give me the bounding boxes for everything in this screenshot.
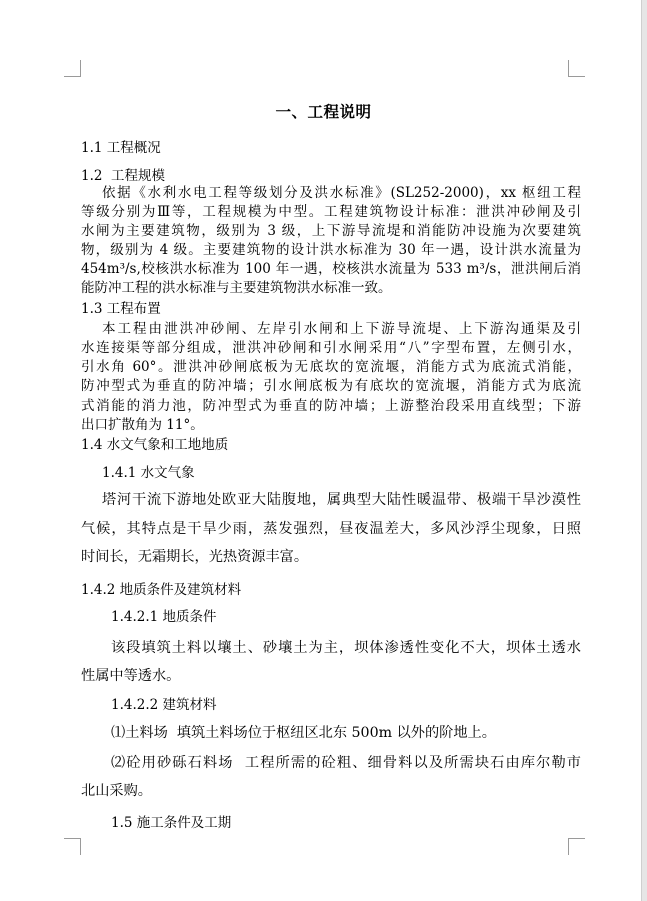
heading-1-4-2-2: 1.4.2.2 建筑材料 <box>111 697 217 713</box>
paragraph-line: 时间长，无霜期长，光热资源丰富。 <box>81 549 309 565</box>
paragraph-line: 性属中等透水。 <box>81 668 181 684</box>
paragraph-line: 物，级别为 4 级。主要建筑物的设计洪水标准为 30 年一遇，设计洪水流量为 <box>81 242 581 258</box>
paragraph-line: 本工程由泄洪冲砂闸、左岸引水闸和上下游导流堤、上下游沟通渠及引 <box>102 321 581 337</box>
heading-1-2: 1.2 工程规模 <box>81 168 166 184</box>
heading-1-4: 1.4 水文气象和工地地质 <box>81 437 229 453</box>
list-item-gravel-borrow: ⑵砼用砂砾石料场 工程所需的砼粗、细骨料以及所需块石由库尔勒市 <box>111 755 581 771</box>
paragraph-line: 水连接渠等部分组成，泄洪冲砂闸和引水闸采用“八”字型布置，左侧引水， <box>81 340 581 356</box>
list-item-soil-borrow: ⑴土料场 填筑土料场位于枢纽区北东 500m 以外的阶地上。 <box>111 725 496 741</box>
heading-1-4-1: 1.4.1 水文气象 <box>102 465 195 481</box>
window-edge <box>641 0 647 901</box>
paragraph-line: 式消能的消力池，防冲型式为垂直的防冲墙；上游整治段采用直线型；下游 <box>81 398 581 414</box>
paragraph-line: 等级分别为Ⅲ等，工程规模为中型。工程建筑物设计标准：泄洪冲砂闸及引 <box>81 204 581 220</box>
paragraph-line: 该段填筑土料以壤土、砂壤土为主，坝体渗透性变化不大，坝体土透水 <box>111 640 581 656</box>
heading-1-3: 1.3 工程布置 <box>81 301 161 317</box>
crop-mark-bottom-left <box>64 838 81 855</box>
paragraph-line: 能防冲工程的洪水标准与主要建筑物洪水标准一致。 <box>81 280 392 296</box>
heading-1-5: 1.5 施工条件及工期 <box>111 815 232 831</box>
paragraph-line: 防冲型式为垂直的防冲墙；引水闸底板为有底坎的宽流堰，消能方式为底流 <box>81 378 581 394</box>
paragraph-line: 塔河干流下游地处欧亚大陆腹地，属典型大陆性暖温带、极端干旱沙漠性 <box>102 492 581 508</box>
paragraph-line: 气候，其特点是干旱少雨，蒸发强烈，昼夜温差大，多风沙浮尘现象，日照 <box>81 521 581 537</box>
paragraph-line: 水闸为主要建筑物，级别为 3 级，上下游导流堤和消能防冲设施为次要建筑 <box>81 223 581 239</box>
crop-mark-bottom-right <box>568 838 585 855</box>
document-title: 一、工程说明 <box>275 102 372 121</box>
paragraph-line: 引水角 60°。泄洪冲砂闸底板为无底坎的宽流堰，消能方式为底流式消能， <box>81 359 581 375</box>
heading-1-4-2-1: 1.4.2.1 地质条件 <box>111 609 217 625</box>
heading-1-1: 1.1 工程概况 <box>81 140 161 156</box>
crop-mark-top-left <box>64 60 81 77</box>
paragraph-line: 依据《水利水电工程等级划分及洪水标准》(SL252-2000)，xx 枢纽工程 <box>102 185 581 201</box>
crop-mark-top-right <box>568 60 585 77</box>
paragraph-line: 北山采购。 <box>81 783 152 799</box>
paragraph-line: 出口扩散角为 11°。 <box>81 417 204 433</box>
heading-1-4-2: 1.4.2 地质条件及建筑材料 <box>81 582 242 598</box>
paragraph-line: 454m³/s,校核洪水标准为 100 年一遇，校核洪水流量为 533 m³/s，泄洪闸后消 <box>81 261 581 277</box>
